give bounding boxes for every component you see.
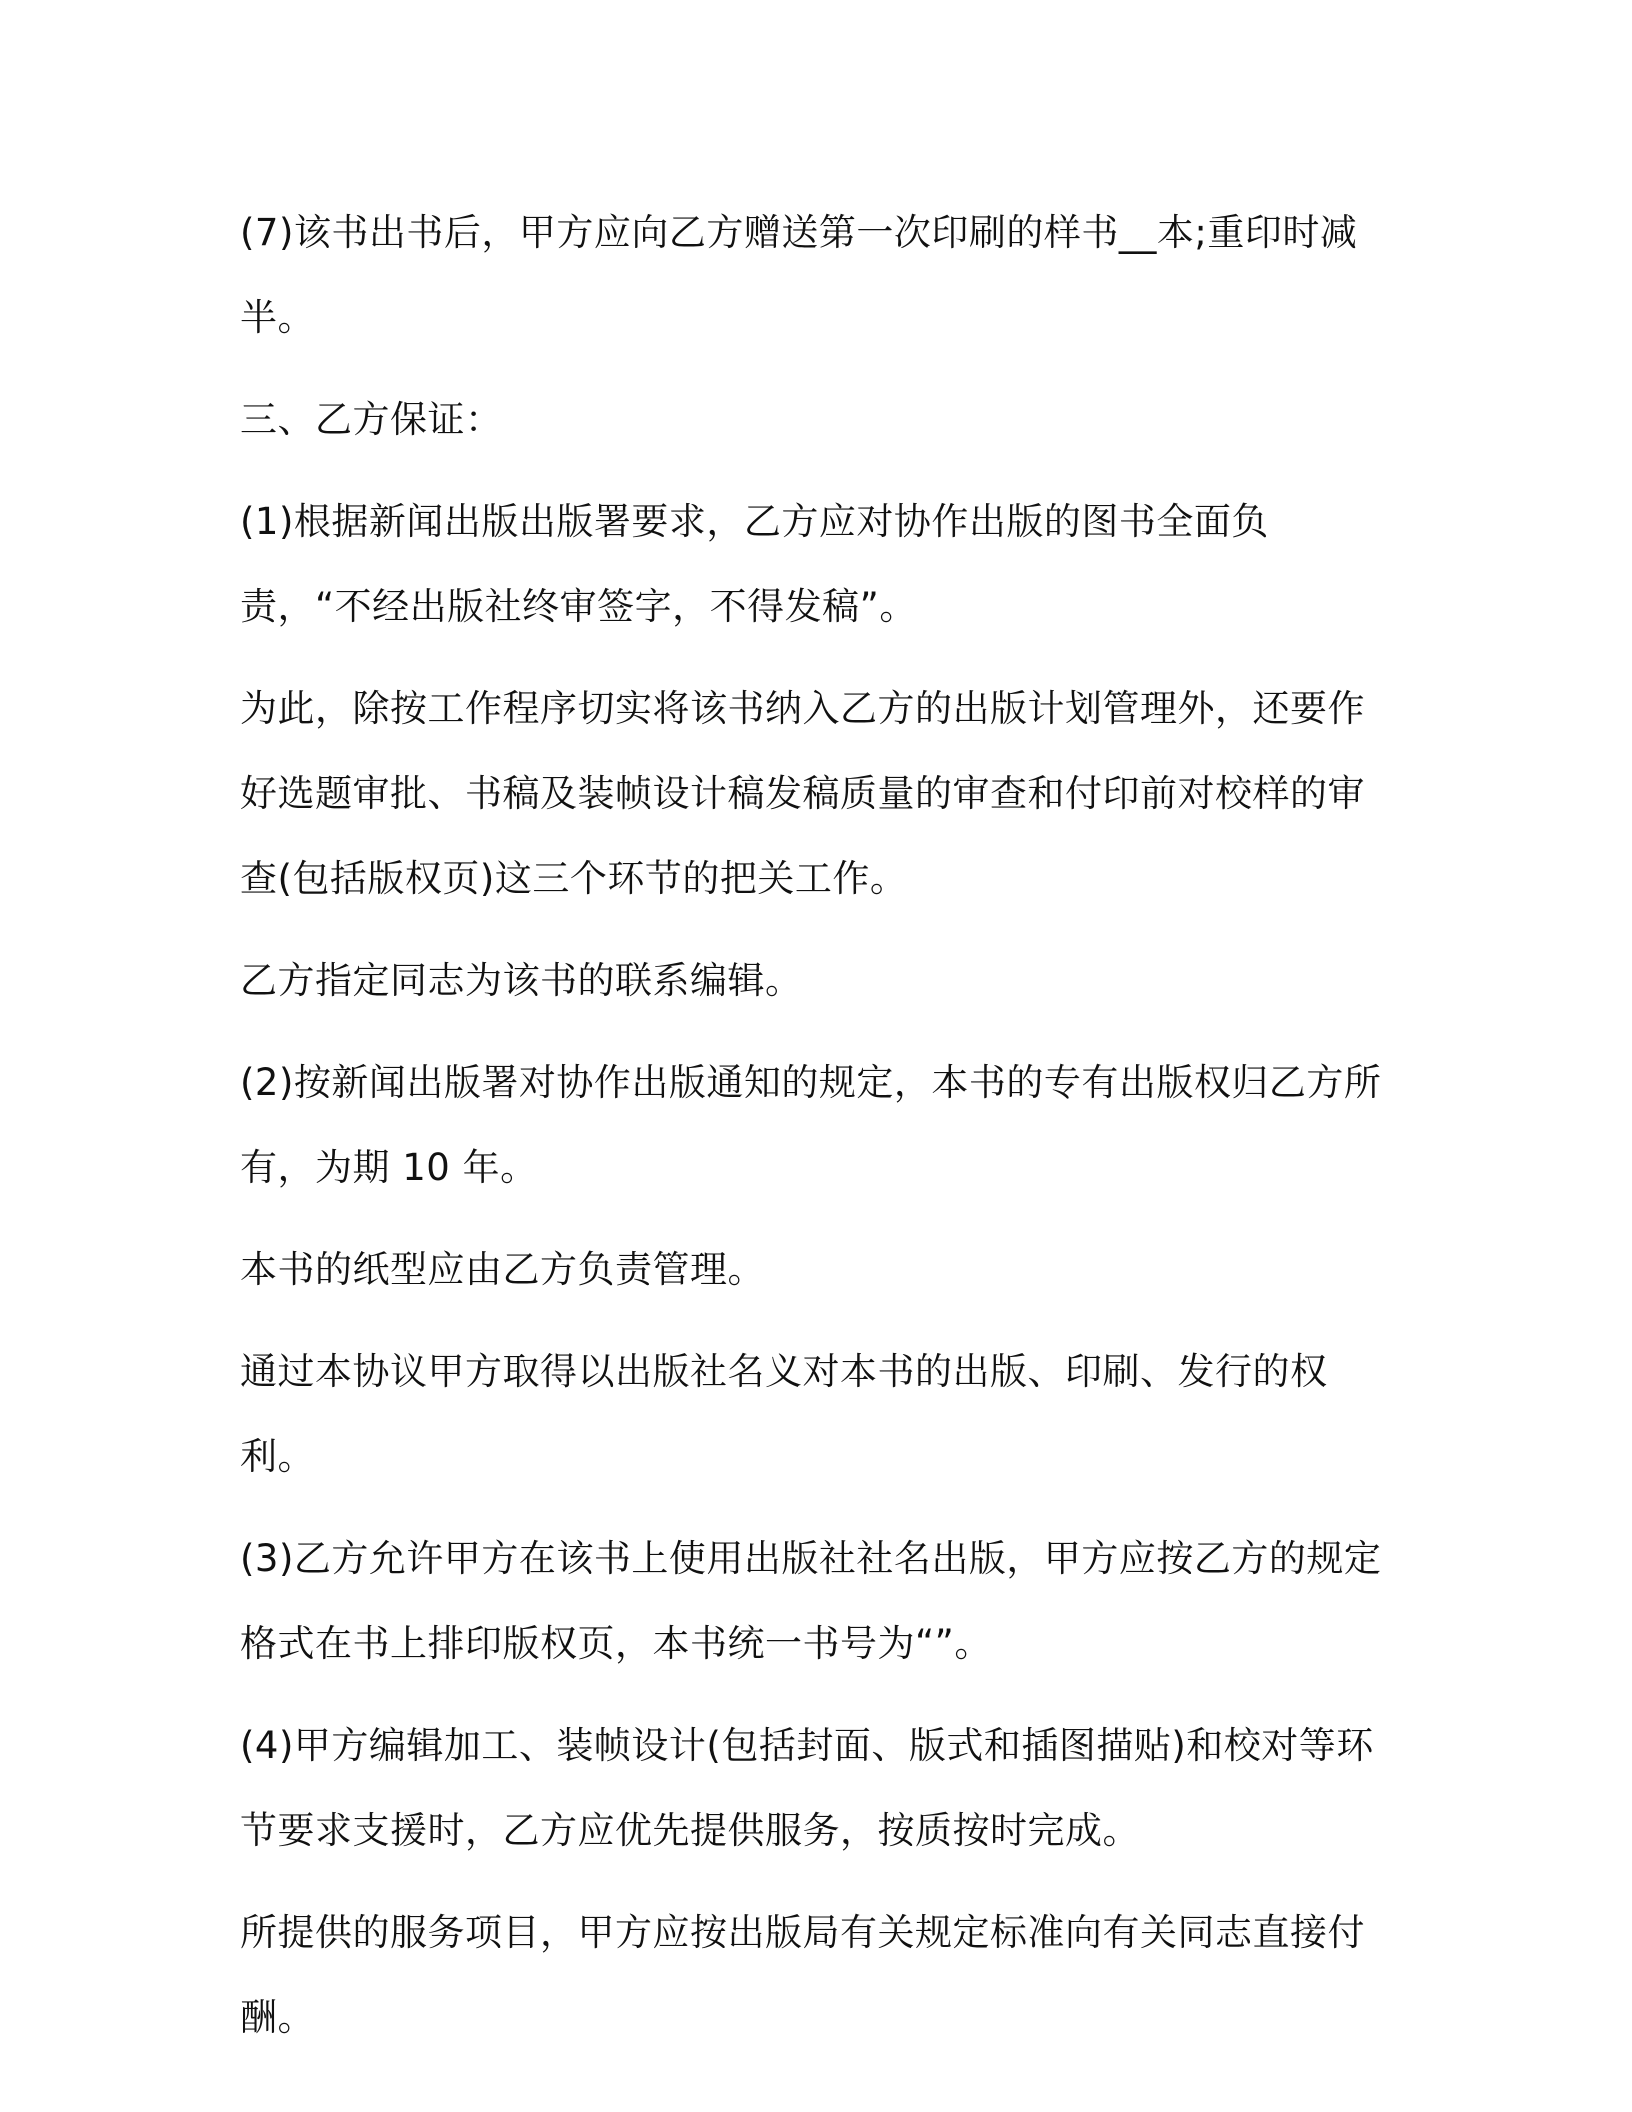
section-heading-party-b-guarantee: 三、乙方保证： (240, 398, 503, 441)
paragraph-clause-3: (3)乙方允许甲方在该书上使用出版社社名出版，甲方应按乙方的规定格式在书上排印版权页，本书统一书号为“”。 (240, 1537, 1382, 1665)
paragraph-publishing-rights: 通过本协议甲方取得以出版社名义对本书的出版、印刷、发行的权利。 (240, 1350, 1328, 1478)
paragraph-contact-editor: 乙方指定同志为该书的联系编辑。 (240, 959, 803, 1002)
paragraph-clause-2: (2)按新闻出版署对协作出版通知的规定，本书的专有出版权归乙方所有，为期 10 年。 (240, 1061, 1382, 1189)
paragraph-service-payment: 所提供的服务项目，甲方应按出版局有关规定标准向有关同志直接付酬。 (240, 1911, 1365, 2039)
paragraph-review-process: 为此，除按工作程序切实将该书纳入乙方的出版计划管理外，还要作好选题审批、书稿及装帧设计稿发稿质量的审查和付印前对校样的审查(包括版权页)这三个环节的把关工作。 (240, 687, 1365, 900)
paragraph-clause-1: (1)根据新闻出版出版署要求，乙方应对协作出版的图书全面负责，“不经出版社终审签字，不得发稿”。 (240, 500, 1269, 628)
paragraph-sample-books: (7)该书出书后，甲方应向乙方赠送第一次印刷的样书__本;重印时减半。 (240, 211, 1358, 339)
paragraph-clause-4: (4)甲方编辑加工、装帧设计(包括封面、版式和插图描贴)和校对等环节要求支援时，乙方应优先提供服务，按质按时完成。 (240, 1724, 1374, 1852)
document-body (240, 190, 1400, 2077)
paragraph-paper-type: 本书的纸型应由乙方负责管理。 (240, 1248, 765, 1291)
